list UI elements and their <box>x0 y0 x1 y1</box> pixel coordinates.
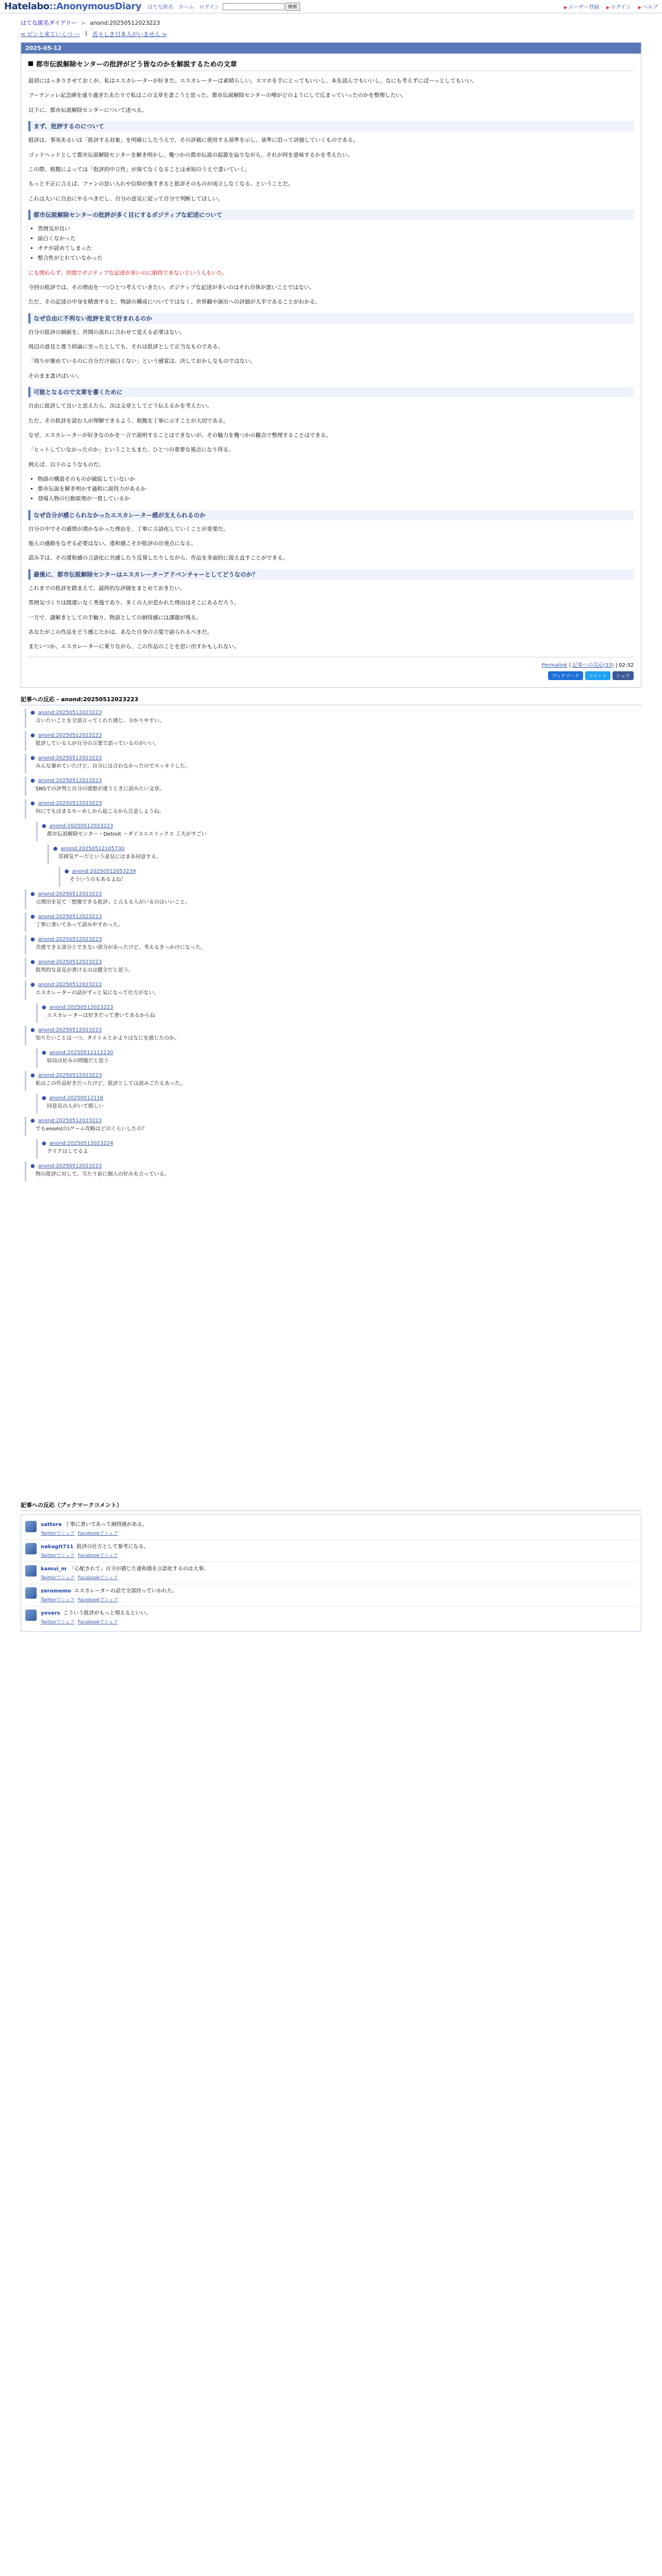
entry-body <box>21 54 641 687</box>
section-paragraph: 自分の批評の価値を、世間の流れに合わせて変える必要はない。 <box>28 329 186 335</box>
comment-item <box>25 1162 641 1181</box>
comment-item <box>25 935 641 955</box>
bookmark-comment: 丁寧に書いてあって納得感がある。 <box>64 1521 147 1528</box>
bullet-icon: ● <box>30 981 35 988</box>
comment-item <box>25 1116 641 1136</box>
comment-meta <box>64 869 637 874</box>
comment-item <box>36 1094 641 1113</box>
bookmark-user[interactable]: zeromemo <box>41 1588 71 1594</box>
section-paragraph: 例えば、以下のようなものだ。 <box>28 461 104 468</box>
top-right-links <box>564 3 658 10</box>
section-heading: なぜ自由に不利ない批評を見て好まれるのか <box>28 313 634 324</box>
bookmark-share-links <box>41 1596 177 1603</box>
section-heading: 都市伝説解除センターの批評が多く目にするポジティブな記述について <box>28 210 634 220</box>
bullet-icon: ● <box>42 1095 46 1101</box>
list-item: • オチが読めてしまった <box>38 244 634 253</box>
entry-title <box>28 59 634 71</box>
facebook-share-link[interactable]: Facebookでシェア <box>77 1553 119 1558</box>
bookmark-user[interactable]: sattore <box>41 1521 62 1528</box>
twitter-share-link[interactable]: Twitterでシェア <box>41 1553 75 1558</box>
comment-id-link[interactable]: anond:20250512116 <box>49 1095 104 1101</box>
comment-meta <box>42 1005 637 1010</box>
site-logo[interactable]: Hatelabo::AnonymousDiary <box>4 1 142 12</box>
section-paragraph: 一方で、謎解きとしての手触り、物語としての納得感には課題が残る。 <box>28 614 202 621</box>
twitter-share-link[interactable]: Twitterでシェア <box>41 1619 75 1625</box>
comment-id-link[interactable]: anond:20250512023223 <box>38 1163 102 1169</box>
comment-item <box>25 731 641 751</box>
comment-body: 私はこの作品好きだったけど、批評としては読みごたえあった。 <box>36 1080 185 1087</box>
login-link[interactable]: ▶ ログイン <box>606 5 631 10</box>
search-button[interactable]: 検索 <box>286 3 300 11</box>
comment-meta <box>30 778 637 784</box>
comment-meta <box>30 914 637 920</box>
footer-separator: | <box>615 662 619 668</box>
comment-meta <box>42 1141 637 1146</box>
emphasis-paragraph: にも関わらず、世間でポジティブな記述が多いのに納得できないという人もいた。 <box>28 269 228 276</box>
bullet-icon: ● <box>30 1163 35 1169</box>
section-heading: なぜ自分が感じられなかったエスカレーター感が支えられるのか <box>28 510 634 520</box>
nav-separator: | <box>85 30 87 37</box>
section-paragraph: 批評は、事実あるいは「批評する対象」を明確にしたうえで、その評価に使用する基準を示し、基準に沿って評価していくものである。 <box>28 137 359 144</box>
list-item: • 物語の構造そのものが破綻していないか <box>38 474 634 484</box>
bookmark-text <box>41 1609 151 1617</box>
bookmark-comment: 批評の仕方として参考になる。 <box>76 1544 149 1550</box>
comment-meta <box>53 846 637 852</box>
bookmark-share-links <box>41 1574 209 1581</box>
permalink[interactable]: Permalink <box>541 662 568 668</box>
comment-id-link[interactable]: anond:20250512023223 <box>38 913 102 920</box>
square-bullet-icon <box>28 61 33 66</box>
comment-id-link[interactable]: anond:20250512023223 <box>38 981 102 988</box>
bookmark-item <box>25 1562 637 1584</box>
comment-body: 都市伝説解除センター・Detroit ・ダイスエスリックス 工夫がすごい <box>47 831 207 837</box>
intro-paragraph: 最初にはっきりさせておくが、私はエスカレーターが好きだ。エスカレーターは素晴らしい。スマホを手にとってもいいし、本を読んでもいいし、なにも考えずにぼーっとしてもいい。 <box>28 78 477 84</box>
comment-meta <box>30 891 637 897</box>
list-item: • 雰囲気が良い <box>38 224 634 234</box>
page-spacer <box>0 1184 662 1494</box>
section-paragraph: 読み手は、その違和感の言語化に共感したり反発したりしながら、作品を多面的に捉え直すことができる。 <box>28 555 288 562</box>
comment-body: 物の批評に対して、当たり前に個人の好みを言っている。 <box>36 1171 170 1177</box>
bullet-icon: ● <box>30 891 35 897</box>
bullet-icon: ● <box>30 732 35 738</box>
top-nav-link-login[interactable]: ログイン <box>199 5 220 10</box>
comment-id-link[interactable]: anond:20250512023223 <box>38 1027 102 1033</box>
section-paragraph: そのまま書けばいい。 <box>28 372 82 379</box>
section-heading: 可能となるので文章を書くために <box>28 387 634 397</box>
help-link[interactable]: ▶ ヘルプ <box>638 5 658 10</box>
bullet-icon: ● <box>30 800 35 806</box>
avatar[interactable] <box>25 1609 37 1621</box>
bookmark-user[interactable]: yovers <box>41 1610 60 1616</box>
comment-id-link[interactable]: anond:20250512023223 <box>38 800 102 806</box>
section-paragraph: ゴッドヘッドとして都市伝説解除センターを解き明かし、幾つかの都市伝説の起源を辿りながら、それが何を意味するかを考えたい。 <box>28 151 353 158</box>
comment-id-link[interactable]: anond:20250512023223 <box>49 1004 113 1010</box>
section-paragraph: またいつか、エスカレーターに乗りながら、この作品のことを思い出すかもしれない。 <box>28 643 240 650</box>
comments-heading: 記事への反応 - anond:20250512023223 <box>21 695 641 705</box>
comment-body: 結局は好みの問題だと思う <box>47 1058 109 1064</box>
footer-separator: | <box>569 662 572 668</box>
bookmarks-heading: 記事への反応（ブックマークコメント） <box>21 1501 641 1511</box>
bullet-icon: ● <box>30 913 35 920</box>
list-item: • 整合性がとれていなかった <box>38 253 634 263</box>
section-paragraph: もっと不正に言えば、ファンの思い入れや信仰が強すぎると批評そのものが成立しなくなる、ということだ。 <box>28 181 294 188</box>
comment-body: SNSでの評判と自分の感想が違うときに読みたい文章。 <box>36 786 165 792</box>
bullet-icon: ● <box>30 936 35 942</box>
comment-id-link[interactable]: anond:20250512023223 <box>38 936 102 942</box>
triangle-icon: ▶ <box>564 5 568 10</box>
comment-body: 丁寧に書いてあって読みやすかった。 <box>36 922 123 928</box>
comment-item <box>25 708 641 728</box>
comment-meta <box>30 1073 637 1078</box>
section-paragraph: 今回の批評では、その理由を一つひとつ考えていきたい。ポジティブな記述が多いのはそれ自体が悪いことではない。 <box>28 284 315 291</box>
twitter-share-link[interactable]: Twitterでシェア <box>41 1531 75 1536</box>
comment-item <box>36 1003 641 1023</box>
facebook-share-link[interactable]: Facebookでシェア <box>77 1597 119 1603</box>
section-paragraph: 雰囲気づくりは間違いなく秀逸であり、多くの人が惹かれた理由はそこにあるだろう。 <box>28 600 240 606</box>
comment-id-link[interactable]: anond:20250512023223 <box>38 755 102 761</box>
bookmark-text <box>41 1587 177 1595</box>
comment-meta <box>30 733 637 738</box>
bullet-icon: ● <box>30 1072 35 1078</box>
comment-item <box>25 776 641 796</box>
entry-footer <box>28 657 634 668</box>
comment-id-link[interactable]: anond:20250512023224 <box>49 1140 113 1146</box>
comment-body: 元増田を見て「想像できる批評」と言える人がいるのはいいこと。 <box>36 899 190 905</box>
top-nav <box>147 3 220 10</box>
bookmark-comment: エスカレーターの話で全部持っていかれた。 <box>74 1588 177 1594</box>
comment-meta <box>42 823 637 829</box>
comment-body: 共感できる部分とできない部分があったけど、考えるきっかけになった。 <box>36 944 206 951</box>
comment-item <box>25 980 641 1000</box>
bullet-icon: ● <box>42 823 46 829</box>
comment-body: そういうのもあるよね！ <box>70 876 126 883</box>
comment-body: クリアはしてるよ <box>47 1148 88 1155</box>
intro-paragraph: フーテンッレ記念碑を通り過ぎたあたりで私はこの文章を書こうと思った。都市伝説解除センターの噂がどのようにして広まっていったのかを整理したい。 <box>28 92 407 99</box>
comments-list <box>21 708 641 1181</box>
section-paragraph: 自分の中でその感情が湧かなかった理由を、丁寧に言語化していくことが重要だ。 <box>28 526 229 532</box>
comment-meta <box>30 1118 637 1124</box>
comment-body: みんな褒めていたけど、自分には合わなかったのでスッキリした。 <box>36 763 190 769</box>
comment-body: 雰囲気ゲーだという意見にはまあ同意する。 <box>58 854 161 860</box>
bullet-icon: ● <box>42 1049 46 1056</box>
comment-body: エスカレーターの話がずっと気になって仕方がない。 <box>36 990 159 996</box>
bookmark-item <box>25 1584 637 1606</box>
bookmark-comment: こういう批評がもっと増えるといい。 <box>63 1610 151 1616</box>
section-paragraph: 周辺の意見と違う結論に至ったとしても、それは批評として正当なものである。 <box>28 344 223 350</box>
comment-meta <box>42 1095 637 1101</box>
search-input[interactable] <box>223 3 285 10</box>
comment-item <box>25 958 641 977</box>
entry-time: 02:32 <box>619 662 634 668</box>
avatar[interactable] <box>25 1521 37 1532</box>
comment-body: 同意見の人がいて嬉しい <box>47 1103 104 1109</box>
bookmark-item <box>25 1540 637 1562</box>
avatar[interactable] <box>25 1565 37 1577</box>
bookmark-comments <box>21 1514 641 1632</box>
section-paragraph: ただ、その記述の中身を精査すると、物語の構成についてではなく、世界観や演出への評価が大半であることがわかる。 <box>28 299 321 306</box>
section-paragraph: あなたがこの作品をどう感じたかは、あなた自身の言葉で語られるべきだ。 <box>28 629 212 635</box>
bookmark-user[interactable]: kamui_m <box>41 1566 67 1572</box>
bullet-icon: ● <box>30 1027 35 1033</box>
top-nav-link-anond[interactable]: はてな匿名 <box>147 5 174 10</box>
triangle-icon: ▶ <box>606 5 610 10</box>
comment-item <box>59 867 641 887</box>
bullet-icon: ● <box>30 1117 35 1124</box>
section-paragraph: この際、根拠によっては「批評的中立性」が保てなくなることは承知のうえで書いていく。 <box>28 166 251 173</box>
bookmark-user[interactable]: nakagit711 <box>41 1544 74 1550</box>
comment-item <box>36 1139 641 1159</box>
bullet-icon: ● <box>42 1140 46 1146</box>
list-item: • 面白くなかった <box>38 234 634 244</box>
comment-id-link[interactable]: anond:20250512023223 <box>38 709 102 716</box>
comment-id-link[interactable]: anond:20250512023223 <box>38 1072 102 1078</box>
bullet-icon: ● <box>42 1004 46 1010</box>
comment-item <box>47 844 641 864</box>
section-paragraph: 他人の感動をなぞる必要はない。違和感こそが批評の出発点になる。 <box>28 540 196 547</box>
comment-meta <box>30 1163 637 1169</box>
signup-link[interactable]: ▶ ユーザー登録 <box>564 5 600 10</box>
comment-meta <box>30 710 637 716</box>
comment-item <box>36 1048 641 1068</box>
comment-id-link[interactable]: anond:20250512023223 <box>38 777 102 784</box>
list-item: • 都市伝説を解き明かす過程に説得力があるか <box>38 484 634 494</box>
tweet-button[interactable]: ツイート <box>585 671 611 680</box>
comment-meta <box>30 801 637 806</box>
comment-body: でもenom(の)ゲーム攻略はどのくらいしたの？ <box>36 1126 147 1132</box>
breadcrumb-home[interactable]: はてな匿名ダイアリー <box>21 20 77 26</box>
comment-meta <box>30 755 637 761</box>
avatar[interactable] <box>25 1543 37 1554</box>
comment-body: エスカレーターは好きだって書いてあるからね <box>47 1012 155 1019</box>
comment-id-link[interactable]: anond:20250512023223 <box>38 891 102 897</box>
bookmark-item <box>25 1606 637 1628</box>
triangle-icon: ▶ <box>638 5 641 10</box>
section-heading: まず、批評するのについて <box>28 121 634 131</box>
comment-meta <box>30 959 637 965</box>
section-paragraph: ただ、その批評を読む人が理解できるよう、根拠を丁寧に示すことが大切である。 <box>28 417 229 424</box>
comment-item <box>25 799 641 819</box>
bullet-icon: ● <box>30 755 35 761</box>
prev-entry-link[interactable]: < ピンと来ていくつ ー <box>21 31 80 38</box>
hatena-bookmark-button[interactable]: ブックマーク <box>548 671 583 680</box>
comment-body: 言いたいことを全部言ってくれた感じ。分かりやすい。 <box>36 718 164 724</box>
bookmark-text <box>41 1521 147 1529</box>
comment-id-link[interactable]: anond:20250512105730 <box>60 845 125 852</box>
bookmark-item <box>25 1518 637 1540</box>
section-paragraph: これまでの批評を踏まえて、最終的な評価をまとめておきたい。 <box>28 585 186 591</box>
main-content <box>21 42 641 688</box>
bookmark-text <box>41 1543 149 1551</box>
section-paragraph: 自由に批評して良いと思えたら、次は文章としてどう伝えるかを考えたい。 <box>28 403 212 410</box>
comment-meta <box>30 937 637 942</box>
comment-body: 批評している人が自分の言葉で語っているのがいい。 <box>36 740 159 747</box>
facebook-share-link[interactable]: Facebookでシェア <box>77 1531 119 1536</box>
list-item: • 登場人物の行動原理が一貫しているか <box>38 494 634 504</box>
breadcrumb <box>0 13 662 27</box>
entry-date: 2025-05-12 <box>21 43 641 54</box>
facebook-share-link[interactable]: Facebookでシェア <box>77 1575 119 1581</box>
comment-id-link[interactable]: anond:20250512023223 <box>38 1117 102 1124</box>
section-paragraph: 「周りが褒めているのに自分だけ面白くない」という感覚は、決しておかしなものではない。 <box>28 358 256 365</box>
bullet-icon: ● <box>30 777 35 784</box>
bookmark-comment: 「心配されて」自分が感じた違和感を言語化するのは大事。 <box>69 1566 209 1572</box>
entry-title-text[interactable]: 都市伝説解除センターの批評がどう皆なのかを解説するための文章 <box>36 61 237 69</box>
comment-meta <box>30 1027 637 1033</box>
next-entry-link[interactable]: 苦々しき日本人がいません > <box>92 31 167 38</box>
comments-link[interactable]: 記事への反応(33) <box>572 662 614 668</box>
comment-meta <box>42 1050 637 1056</box>
section-paragraph: 「ヒットしていなかったのか」ということもまた、ひとつの重要な視点になり得る。 <box>28 447 234 453</box>
comment-id-link[interactable]: anond:20250512023223 <box>38 732 102 738</box>
comment-item <box>25 1071 641 1091</box>
comment-item <box>36 822 641 841</box>
comment-body: 知りたいことは一つ、タイトルとかよりはなにを感じたのか。 <box>36 1035 180 1041</box>
comment-meta <box>30 982 637 988</box>
bookmark-text <box>41 1565 209 1573</box>
intro-paragraph: 以下に、都市伝説解除センターについて述べる。 <box>28 107 147 113</box>
bullet-icon: ● <box>64 868 69 874</box>
comment-item <box>25 890 641 909</box>
section-paragraph: なぜ、エスカレーターが好きなのかを一言で説明することはできないが、その魅力を幾つかの観点で整理することはできる。 <box>28 432 332 438</box>
comment-id-link[interactable]: anond:20250512023223 <box>38 959 102 965</box>
bookmark-share-links <box>41 1530 147 1536</box>
section-heading: 最後に、都市伝説解除センターはエスカレーターアドベンチャーとしてどうなのか？ <box>28 569 634 580</box>
bookmark-share-links <box>41 1618 151 1625</box>
top-search <box>223 3 300 11</box>
entry-nav <box>0 27 662 42</box>
bullet-icon: ● <box>53 845 58 852</box>
top-nav-link-home[interactable]: ホーム <box>178 5 194 10</box>
avatar[interactable] <box>25 1587 37 1599</box>
comment-id-link[interactable]: anond:20250512112230 <box>49 1049 113 1056</box>
twitter-share-link[interactable]: Twitterでシェア <box>41 1575 75 1581</box>
facebook-share-link[interactable]: Facebookでシェア <box>77 1619 119 1625</box>
comment-body: 批判的な意見が書けるのは健全だと思う。 <box>36 967 134 973</box>
bullet-icon: ● <box>30 709 35 716</box>
bookmark-share-links <box>41 1552 149 1558</box>
twitter-share-link[interactable]: Twitterでシェア <box>41 1597 75 1603</box>
breadcrumb-separator: > <box>81 19 86 26</box>
comment-body: 何にでもはまるモーめしから起こるから注意しようね。 <box>36 808 164 815</box>
day-box <box>21 42 641 688</box>
viewpoint-list <box>38 474 634 504</box>
comment-id-link[interactable]: anond:20250512053239 <box>72 868 136 874</box>
criteria-list <box>38 224 634 263</box>
comment-item <box>25 754 641 773</box>
section-paragraph: これは大いに自由にやるべきだし、自分の意見に従って自分で判断してほしい。 <box>28 195 223 202</box>
breadcrumb-current: anond:20250512023223 <box>90 19 160 26</box>
comment-id-link[interactable]: anond:20250512023223 <box>49 823 113 829</box>
top-bar <box>0 0 662 13</box>
comment-item <box>25 912 641 932</box>
facebook-share-button[interactable]: シェア <box>613 671 634 680</box>
share-row <box>28 671 634 680</box>
comment-item <box>25 1026 641 1045</box>
bullet-icon: ● <box>30 959 35 965</box>
